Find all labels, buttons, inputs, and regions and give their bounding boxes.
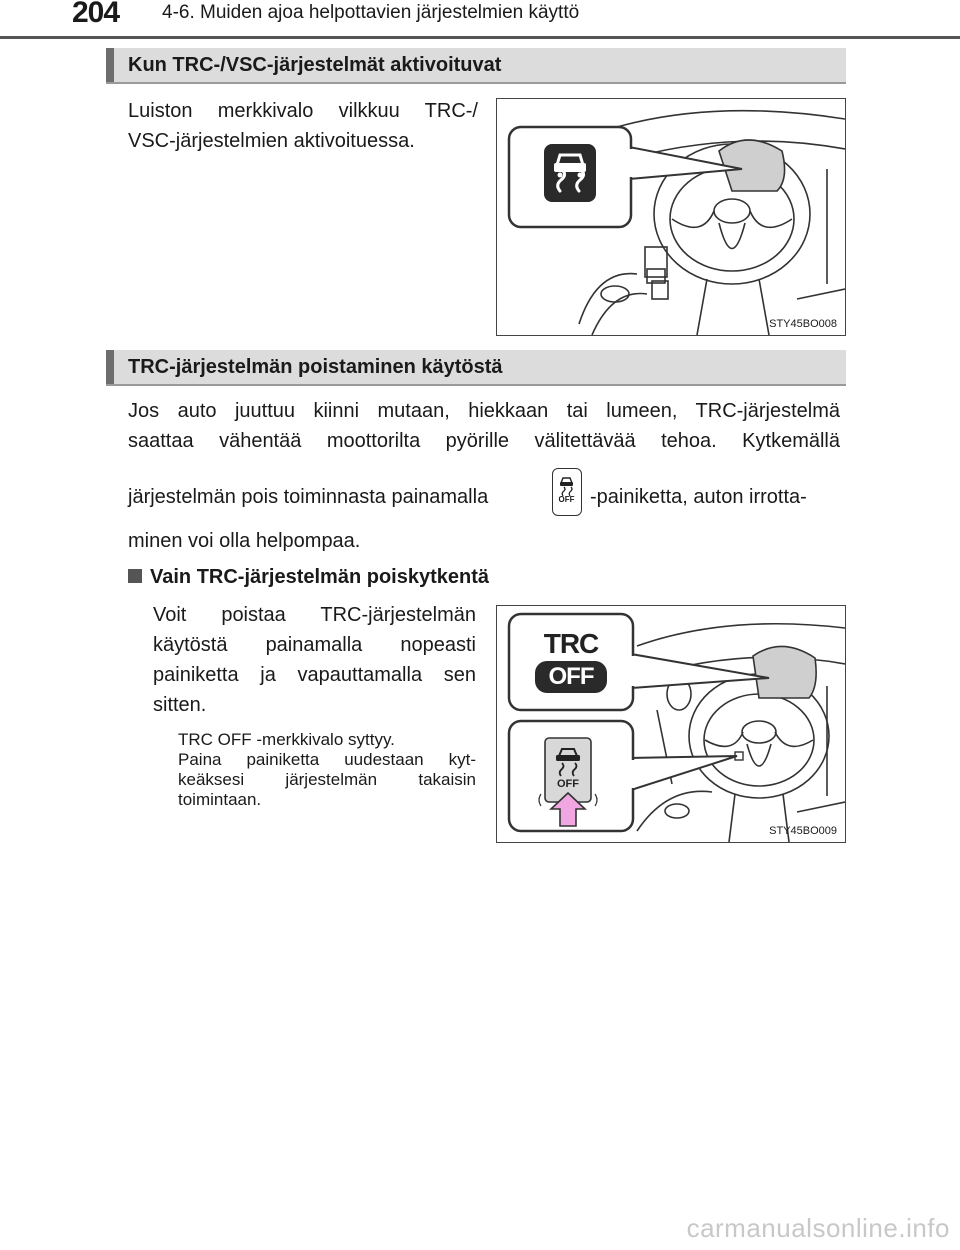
figure-trc-off [496,605,846,843]
dashboard-illustration [497,99,845,335]
switch-off-label: OFF [557,778,579,790]
figure-slip-indicator [496,98,846,336]
figure-code: STY45BO008 [769,318,837,330]
text-line: VSC-järjestelmien aktivoituessa. [128,130,415,152]
subheading [128,562,489,592]
trc-off-button-icon [552,468,582,516]
subheading-text: Vain TRC-järjestelmän poiskytkentä [150,566,490,588]
text-line: sitten. [153,694,207,716]
indicator-trc-text: TRC [543,628,599,659]
section-accent [106,350,114,384]
section-heading-trc-vsc-activate [106,48,846,84]
text-line: käytöstä painamalla nopeasti [153,634,476,656]
section2-button-line [128,464,840,520]
section1-text [128,96,478,156]
watermark: carmanualsonline.info [686,1213,950,1243]
section-heading-trc-disable [106,350,846,386]
figure-code: STY45BO009 [769,825,837,837]
text-line: Jos auto juuttuu kiinni mutaan, hiekkaan tai lumeen, TRC-järjestelmä [128,400,840,422]
text-line: Voit poistaa TRC-järjestelmän [153,604,476,626]
note-line: keäksesi järjestelmän takaisin [178,770,476,789]
indicator-off-text: OFF [535,661,607,693]
text-line: järjestelmän pois toiminnasta painamalla [128,486,489,508]
chapter-title: 4-6. Muiden ajoa helpottavien järjestelmien käyttö [162,2,580,23]
note-line: Paina painiketta uudestaan kyt- [178,750,476,769]
subsection-note [178,730,476,810]
note-line: toimintaan. [178,790,262,809]
section-title: Kun TRC-/VSC-järjestelmät aktivoituvat [128,54,502,76]
text-line: painiketta ja vapauttamalla sen [153,664,476,686]
section-title: TRC-järjestelmän poistaminen käytöstä [128,356,503,378]
header-rule [0,36,960,39]
trc-off-indicator [535,630,607,693]
note-line: TRC OFF -merkkivalo syttyy. [178,730,395,749]
page-header [0,0,960,38]
text-line: Luiston merkkivalo vilkkuu TRC-/ [128,100,478,122]
button-icon-label: OFF [558,495,575,504]
section2-paragraph [128,396,840,456]
subsection-text [153,600,476,720]
text-line: -painiketta, auton irrotta- [590,486,807,508]
text-line: minen voi olla helpompaa. [128,530,361,552]
square-bullet-icon [128,569,142,583]
section2-paragraph-end [128,526,840,556]
text-line: saattaa vähentää moottorilta pyörille välitettävää tehoa. Kytkemällä [128,430,840,452]
section-accent [106,48,114,82]
page-number: 204 [72,0,120,29]
slip-indicator-icon [544,144,596,202]
